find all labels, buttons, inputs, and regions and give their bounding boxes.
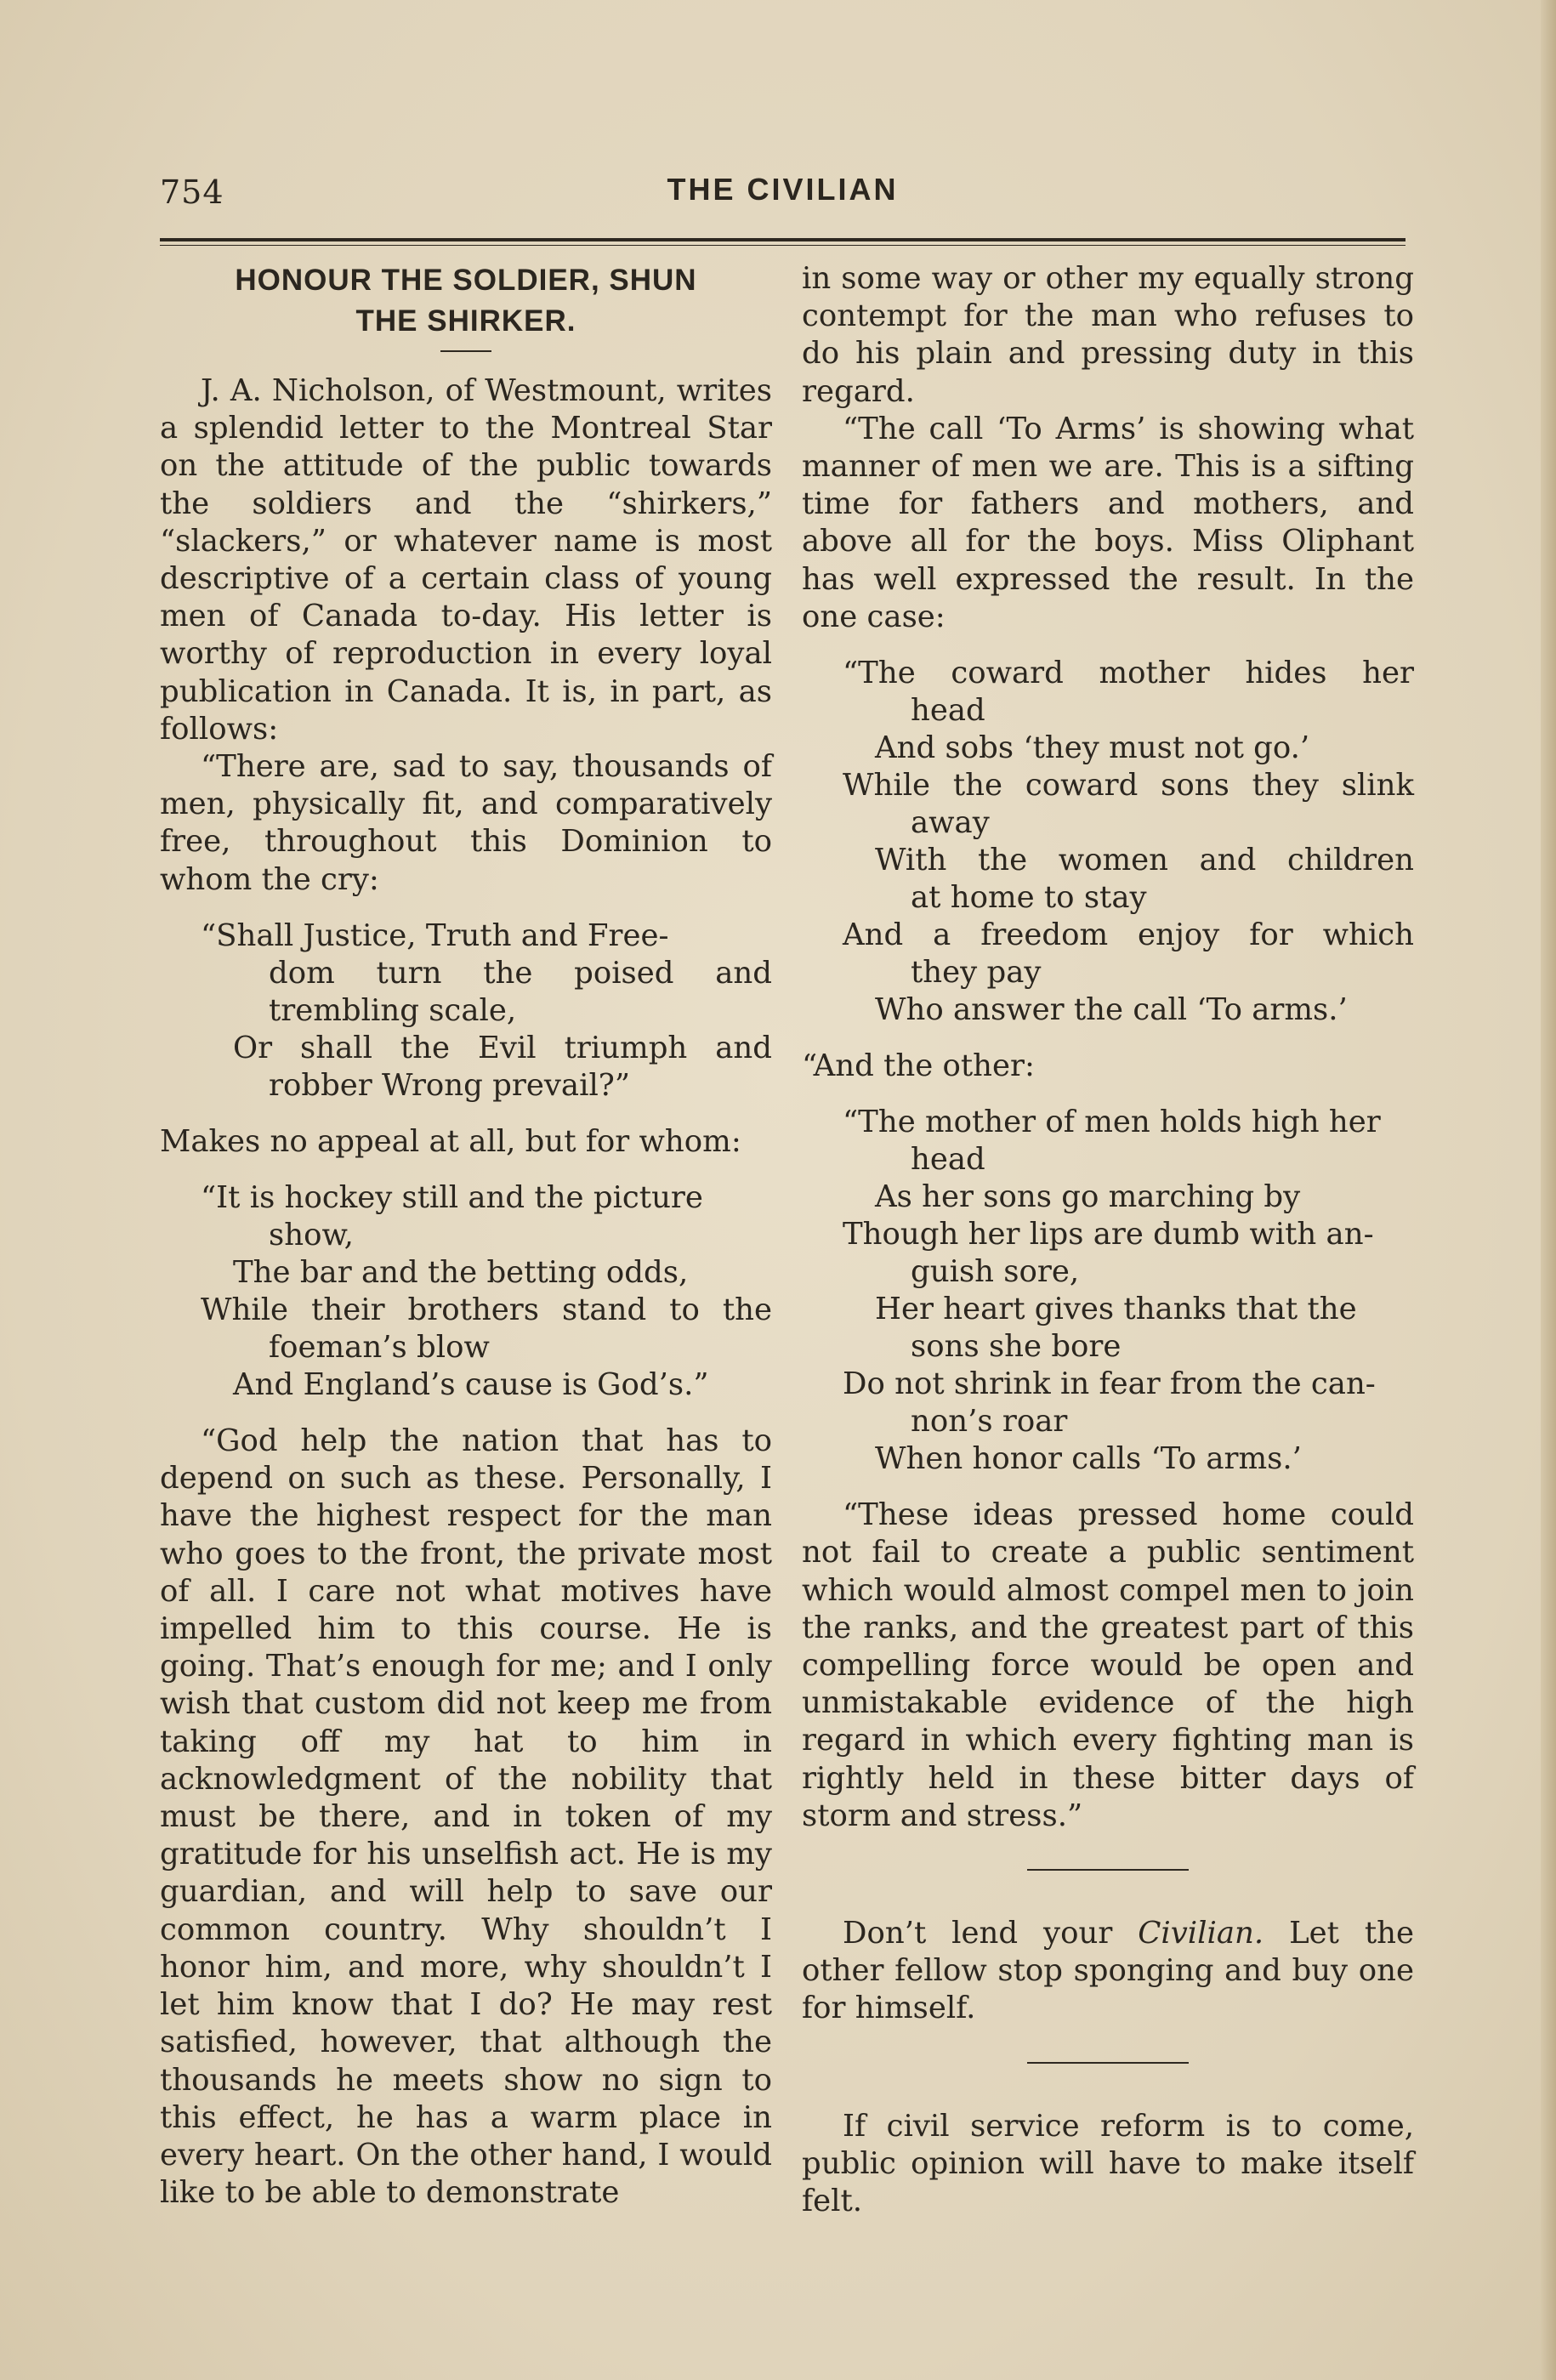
article-title-line2: THE SHIRKER. <box>355 304 576 338</box>
page-number: 754 <box>160 173 224 211</box>
poem-line: As her sons go marching by <box>875 1179 1301 1215</box>
poem-line: “The coward mother hides her <box>843 656 1414 691</box>
poem-line: The bar and the betting odds, <box>233 1255 689 1291</box>
header-rule-thin <box>160 245 1406 246</box>
poem-line: foeman’s blow <box>269 1330 490 1366</box>
poem-line: dom turn the poised and <box>269 955 772 991</box>
poem-line: non’s roar <box>911 1404 1068 1440</box>
poem-line: With the women and children <box>875 843 1414 878</box>
poem-line: trembling scale, <box>269 992 517 1028</box>
filler-text: Let the other fellow stop sponging and buy one for himself. <box>802 1916 1414 2026</box>
poem-line: show, <box>269 1218 354 1253</box>
poem-stanza <box>802 655 1414 1029</box>
poem-stanza <box>160 1179 772 1404</box>
poem-line: head <box>911 693 985 729</box>
right-column <box>802 260 1414 2220</box>
poem-line: While the coward sons they slink <box>843 768 1414 804</box>
article-title <box>160 260 772 342</box>
header-rule <box>160 238 1406 241</box>
poem-line: head <box>911 1142 985 1178</box>
article-paragraph: in some way or other my equally strong contempt for the man who refuses to do his plain and pressing duty in this regard. <box>802 261 1414 409</box>
poem-line: away <box>911 805 990 841</box>
article-paragraph: “God help the nation that has to depend on such as these. Personally, I have the highest respect for the man who goes to the front, the private most of all. I care not what motives have impelled him to this course. He is going. That’s enough for me; and I only wish that custom did not keep me from taking off my hat to him in acknowledgment of the nobility that must be there, and in token of my gratitude for his unselfish act. He is my guardian, and will help to save our common country. Why shouldn’t I honor him, and more, why shouldn’t I let him know that I do? He may rest satisfied, however, that although the thousands he meets show no sign to this effect, he has a warm place in every heart. On the other hand, I would like to be able to demonstrate <box>160 1423 772 2211</box>
article-paragraph: “These ideas pressed home could not fail to create a public sentiment which would almost compel men to join the ranks, and the greatest part of this compelling force would be open and unmistakable evidence of the high regard in which every fighting man is rightly held in these bitter days of storm and stress.” <box>802 1497 1414 1833</box>
poem-line: sons she bore <box>911 1329 1122 1365</box>
page-header <box>160 173 1406 216</box>
section-divider <box>1027 1869 1189 1871</box>
section-divider <box>1027 2062 1189 2064</box>
poem-line: “It is hockey still and the picture <box>201 1180 703 1216</box>
poem-line: While their brothers stand to the <box>201 1292 772 1328</box>
running-title: THE CIVILIAN <box>667 172 899 207</box>
article-intro: J. A. Nicholson, of Westmount, writes a splendid letter to the Montreal Star on the attitude of the public towards the soldiers and the “shirkers,” “slackers,” or whatever name is most descriptive of a certain class of young men of Canada to-day. His letter is worthy of reproduction in every loyal publication in Canada. It is, in part, as follows: <box>160 373 772 747</box>
poem-line: Who answer the call ‘To arms.’ <box>875 992 1348 1028</box>
poem-line: at home to stay <box>911 880 1147 916</box>
poem-line: Her heart gives thanks that the <box>875 1292 1357 1327</box>
left-column <box>160 260 772 2212</box>
article-paragraph: “There are, sad to say, thousands of men, physically fit, and comparatively free, throughout this Dominion to whom the cry: <box>160 749 772 897</box>
poem-line: “The mother of men holds high her <box>843 1105 1381 1140</box>
title-rule <box>440 350 491 352</box>
poem-line: Though her lips are dumb with an- <box>843 1217 1374 1252</box>
page-spine-edge <box>1541 0 1556 2380</box>
poem-line: And England’s cause is God’s.” <box>233 1367 709 1403</box>
poem-line: And a freedom enjoy for which <box>843 917 1414 953</box>
poem-stanza <box>802 1104 1414 1478</box>
poem-line: When honor calls ‘To arms.’ <box>875 1441 1302 1477</box>
poem-line: they pay <box>911 955 1042 991</box>
poem-line: And sobs ‘they must not go.’ <box>875 730 1310 766</box>
article-paragraph: “And the other: <box>802 1048 1035 1084</box>
poem-line: “Shall Justice, Truth and Free- <box>201 917 669 953</box>
article-title-line1: HONOUR THE SOLDIER, SHUN <box>235 264 697 297</box>
article-paragraph: Makes no appeal at all, but for whom: <box>160 1123 741 1159</box>
poem-stanza <box>160 917 772 1105</box>
filler-paragraph <box>802 1915 1414 2028</box>
filler-italic: Civilian. <box>1138 1916 1264 1951</box>
filler-text: Don’t lend your <box>843 1916 1139 1951</box>
filler-paragraph: If civil service reform is to come, public opinion will have to make itself felt. <box>802 2108 1414 2219</box>
poem-line: Do not shrink in fear from the can- <box>843 1366 1376 1402</box>
poem-line: guish sore, <box>911 1254 1080 1290</box>
poem-line: robber Wrong prevail?” <box>269 1067 630 1103</box>
poem-line: Or shall the Evil triumph and <box>233 1030 772 1065</box>
article-paragraph: “The call ‘To Arms’ is showing what manner of men we are. This is a sifting time for fathers and mothers, and above all for the boys. Miss Oliphant has well expressed the result. In the one case: <box>802 411 1414 634</box>
